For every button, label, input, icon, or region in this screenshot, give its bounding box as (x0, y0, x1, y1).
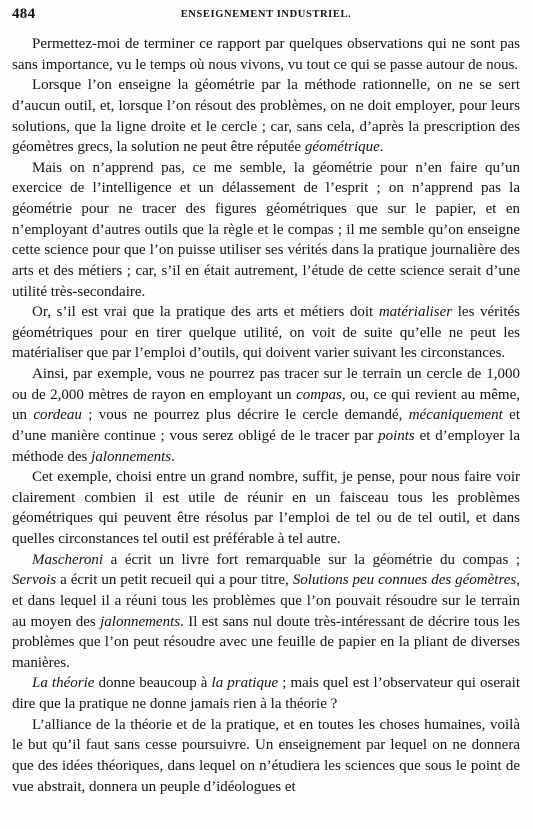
italic-text: La théorie (32, 675, 95, 692)
italic-text: Servois (12, 572, 57, 589)
text-run: ; vous ne pourrez plus décrire le cercle demandé, (81, 407, 409, 424)
text-run: et d’une manière continue ; vous serez obligé de le tracer par (12, 407, 521, 444)
text-run: , et dans lequel il a réuni tous les problèmes que l’on pouvait résoudre sur le terrain au moyen des (12, 572, 520, 630)
text-run: . Il est sans nul doute très-intéressant de décrire tous les problèmes que l’on peut résoudre avec une feuille de papier en la pliant de diverses manières. (12, 613, 521, 671)
italic-text: matérialiser (378, 304, 453, 321)
page-header (12, 6, 520, 26)
text-run: les vérités géométriques pour en tirer quelque utilité, on voit de suite qu’elle ne peut les matérialiser que par l’emploi d’outils, qui doivent varier suivant les circonstances. (12, 304, 520, 362)
italic-text: géométrique (304, 139, 380, 156)
paragraph (12, 467, 520, 550)
text-run: Cet exemple, choisi entre un grand nombre, suffit, je pense, pour nous faire voir clairement combien il est utile de réunir en un faisceau tous les problèmes géométriques qui peuvent être résolus par l’emploi de tel ou de tel outil, et dans quelles circonstances tel outil est préférable à tel autre. (12, 469, 520, 547)
italic-text: jalonnements (91, 448, 172, 465)
italic-text: compas (296, 386, 342, 403)
italic-text: points (378, 427, 415, 444)
text-run: Lorsque l’on enseigne la géométrie par la méthode rationnelle, on ne se sert d’aucun outil, et, lorsque l’on résout des problèmes, on ne doit employer, pour leurs solutions, que la ligne droite et le cercle ; car, sans cela, d’après la prescription des géomètres grecs, la solution ne peut être réputée (12, 77, 520, 156)
text-run: , ou, ce qui revient au même, un (12, 386, 520, 424)
text-run: . (171, 448, 175, 465)
page-number: 484 (12, 6, 36, 22)
paragraph (12, 158, 520, 302)
text-run: et d’employer la méthode des (12, 427, 520, 465)
paragraph (12, 75, 520, 158)
italic-text: Solutions peu connues des géomètres (292, 572, 517, 589)
text-run: . (379, 139, 384, 156)
paragraph (12, 302, 520, 364)
text-run: Or, s’il est vrai que la pratique des arts et métiers doit (32, 304, 379, 321)
italic-text: mécaniquement (408, 407, 503, 424)
text-run: Permettez-moi de terminer ce rapport par quelques observations qui ne sont pas sans importance, vu le temps où nous vivons, vu tout ce qui se passe autour de nous. (12, 36, 520, 73)
paragraph (12, 34, 520, 75)
italic-text: cordeau (33, 407, 82, 424)
text-run: a écrit un livre fort remarquable sur la géométrie du compas ; (103, 551, 520, 568)
body-text (12, 34, 520, 797)
text-run: ; mais quel est l’observateur qui oserait dire que la pratique ne donne jamais rien à la théorie ? (12, 675, 520, 712)
text-run: a écrit un petit recueil qui a pour titre, (56, 572, 293, 589)
text-run: L’alliance de la théorie et de la pratique, et en toutes les choses humaines, voilà le but qu’il faut sans cesse poursuivre. Un enseignement par lequel on ne donnera que des idées théoriques, dans lequel on n’étudiera les sciences que sous le point de vue abstrait, donnera un peuple d’idéologues et (12, 716, 520, 795)
italic-text: jalonnements (100, 613, 181, 630)
paragraph (12, 550, 520, 674)
paragraph (12, 364, 520, 467)
text-run: Ainsi, par exemple, vous ne pourrez pas tracer sur le terrain un cercle de 1,000 ou de 2,000 mètres de rayon en employant un (12, 366, 520, 403)
text-run: Mais on n’apprend pas, ce me semble, la géométrie pour n’en faire qu’un exercice de l’intelligence et un délassement de l’esprit ; on n’apprend pas la géométrie pour ne tracer des figures géométriques que sur le papier, et en n’employant d’autres outils que la règle et le compas ; il me semble qu’on enseigne cette science pour que l’on puisse utiliser ses vérités dans la pratique journalière des arts et des métiers ; car, s’il en était autrement, l’étude de cette science serait d’une utilité très-secondaire. (12, 159, 520, 300)
text-run: donne beaucoup à (94, 675, 212, 692)
running-head: ENSEIGNEMENT INDUSTRIEL. (180, 9, 352, 20)
italic-text: Mascheroni (32, 551, 104, 568)
paragraph (12, 715, 520, 798)
italic-text: la pratique (211, 675, 279, 692)
paragraph (12, 673, 520, 714)
